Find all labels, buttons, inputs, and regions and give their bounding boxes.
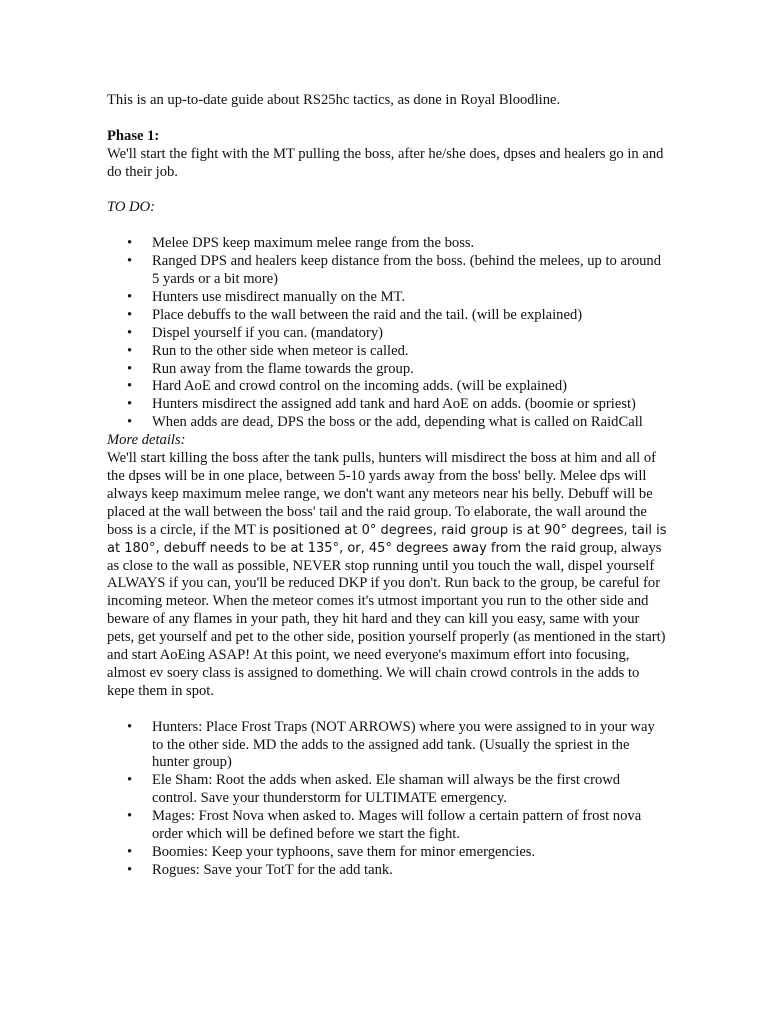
- list-item: • When adds are dead, DPS the boss or the add, depending what is called on RaidCall: [107, 414, 667, 432]
- intro-paragraph: This is an up-to-date guide about RS25hc tactics, as done in Royal Bloodline.: [107, 92, 561, 108]
- phase-1-heading: Phase 1:: [107, 127, 160, 144]
- list-item: • Ele Sham: Root the adds when asked. Ele shaman will always be the first crowd control. Save your thunderstorm for ULTIMATE emergency.: [107, 772, 667, 808]
- list-item: • Place debuffs to the wall between the raid and the tail. (will be explained): [107, 307, 667, 325]
- list-item: • Hard AoE and crowd control on the incoming adds. (will be explained): [107, 378, 667, 396]
- list-item: • Run away from the flame towards the group.: [107, 361, 667, 379]
- list-item: • Dispel yourself if you can. (mandatory): [107, 325, 667, 343]
- details-text-degrees: positioned at 0° degrees, raid group is at 90° degrees, tail is at 180°, debuff needs to be at 135°, or, 45° degrees away from the raid: [107, 522, 667, 556]
- list-item: • Hunters: Place Frost Traps (NOT ARROWS) where you were assigned to in your way to the other side. MD the adds to the assigned add tank. (Usually the spriest in the hunter group): [107, 719, 667, 773]
- todo-heading: TO DO:: [107, 199, 155, 216]
- list-item: • Mages: Frost Nova when asked to. Mages will follow a certain pattern of frost nova order which will be defined before we start the fight.: [107, 808, 667, 844]
- list-item: • Boomies: Keep your typhoons, save them for minor emergencies.: [107, 844, 667, 862]
- class-assignment-list: [107, 719, 667, 880]
- more-details-heading: More details:: [107, 432, 186, 449]
- more-details-paragraph: [107, 450, 667, 701]
- list-item: • Ranged DPS and healers keep distance from the boss. (behind the melees, up to around 5 yards or a bit more): [107, 253, 667, 289]
- phase-1-paragraph: We'll start the fight with the MT pulling the boss, after he/she does, dpses and healers go in and do their job.: [107, 145, 664, 180]
- list-item: • Melee DPS keep maximum melee range from the boss.: [107, 235, 667, 253]
- list-item: • Hunters use misdirect manually on the MT.: [107, 289, 667, 307]
- details-text-part-1: We'll start killing the boss after the tank pulls, hunters will misdirect the boss at him and all of the dpses will be in one place, between 5-10 yards away from the boss' belly. Melee dps will always keep maximum melee range, we don't want any meteors near his belly. Debuff will be placed at the wall between the boss' tail and the raid group. To elaborate, the wall around the boss is a circle, if the MT is: [107, 450, 657, 538]
- list-item: • Rogues: Save your TotT for the add tank.: [107, 862, 667, 880]
- list-item: • Run to the other side when meteor is called.: [107, 343, 667, 361]
- list-item: • Hunters misdirect the assigned add tank and hard AoE on adds. (boomie or spriest): [107, 396, 667, 414]
- details-text-part-3: group, always as close to the wall as possible, NEVER stop running until you touch the wall, dispel yourself ALWAYS if you can, you'll be reduced DKP if you don't. Run back to the group, be careful for incoming meteor. When the meteor comes it's utmost important you run to the other side and beware of any flames in your path, they hit hard and they can kill you easy, same with your pets, get yourself and pet to the other side, position yourself properly (as mentioned in the start) and start AoEing ASAP! At this point, we need everyone's maximum effort into focusing, almost ev soery class is assigned to domething. We will chain crowd controls in the adds to kepe them in spot.: [107, 539, 666, 699]
- document-page: [107, 92, 667, 880]
- todo-list: [107, 235, 667, 432]
